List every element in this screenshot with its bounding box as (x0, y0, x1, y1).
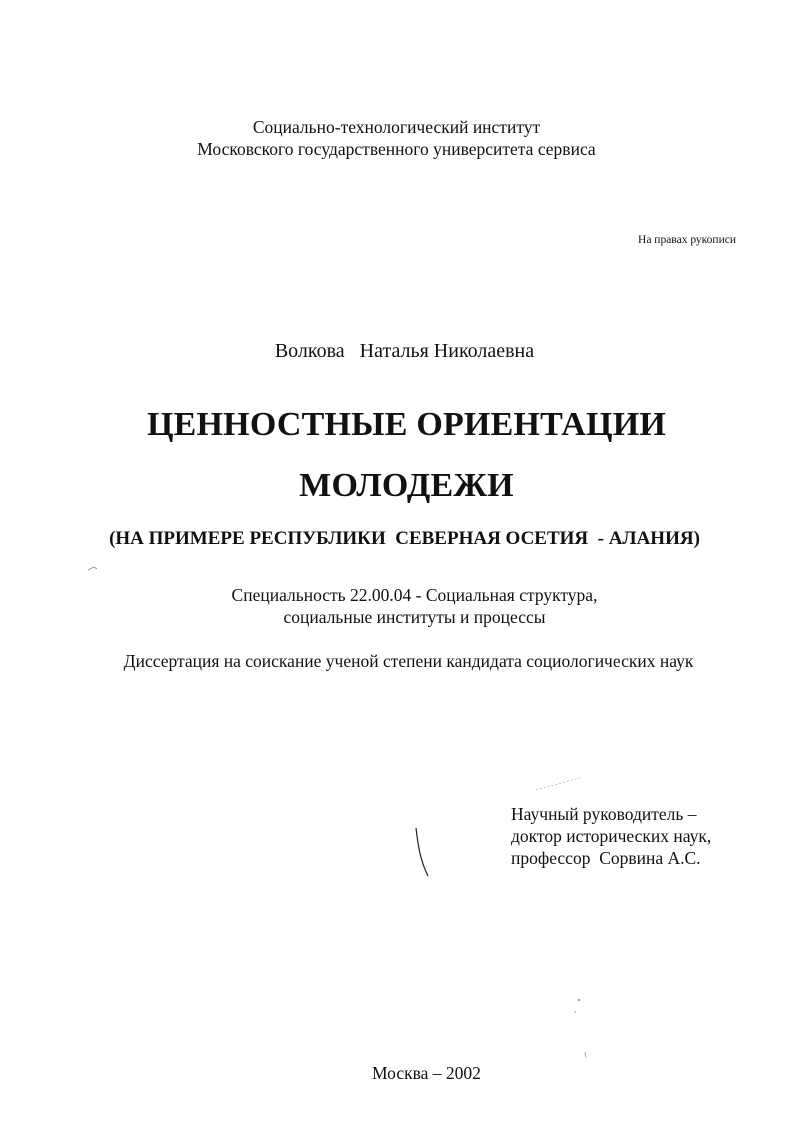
dust-speck (574, 1011, 576, 1013)
supervisor-line-1: Научный руководитель – (511, 804, 697, 824)
institution-line-2: Московского государственного университета сервиса (197, 139, 596, 159)
institution-line-1: Социально-технологический институт (252, 117, 541, 137)
title-line-1: ЦЕННОСТНЫЕ ОРИЕНТАЦИИ (147, 406, 666, 443)
supervisor-line-2: доктор исторических наук, (511, 826, 712, 846)
author-name: Волкова Наталья Николаевна (274, 340, 535, 362)
dust-speck (585, 1052, 586, 1058)
title-line-2: МОЛОДЕЖИ (299, 467, 514, 504)
specialty-line-1: Специальность 22.00.04 - Социальная структура, (231, 585, 598, 605)
city-year: Москва – 2002 (372, 1063, 481, 1083)
rights-note: На правах рукописи (638, 234, 736, 246)
margin-mark (88, 567, 97, 570)
dust-speck (578, 999, 580, 1001)
supervisor-line-3: профессор Сорвина А.С. (511, 848, 701, 868)
pen-stroke-mark (416, 828, 428, 876)
title-subtitle: (НА ПРИМЕРЕ РЕСПУБЛИКИ СЕВЕРНАЯ ОСЕТИЯ - АЛАНИЯ) (109, 528, 700, 549)
specialty-line-2: социальные институты и процессы (283, 607, 546, 627)
faint-stroke-mark (536, 778, 580, 790)
dissertation-note: Диссертация на соискание ученой степени кандидата социологических наук (123, 651, 694, 671)
